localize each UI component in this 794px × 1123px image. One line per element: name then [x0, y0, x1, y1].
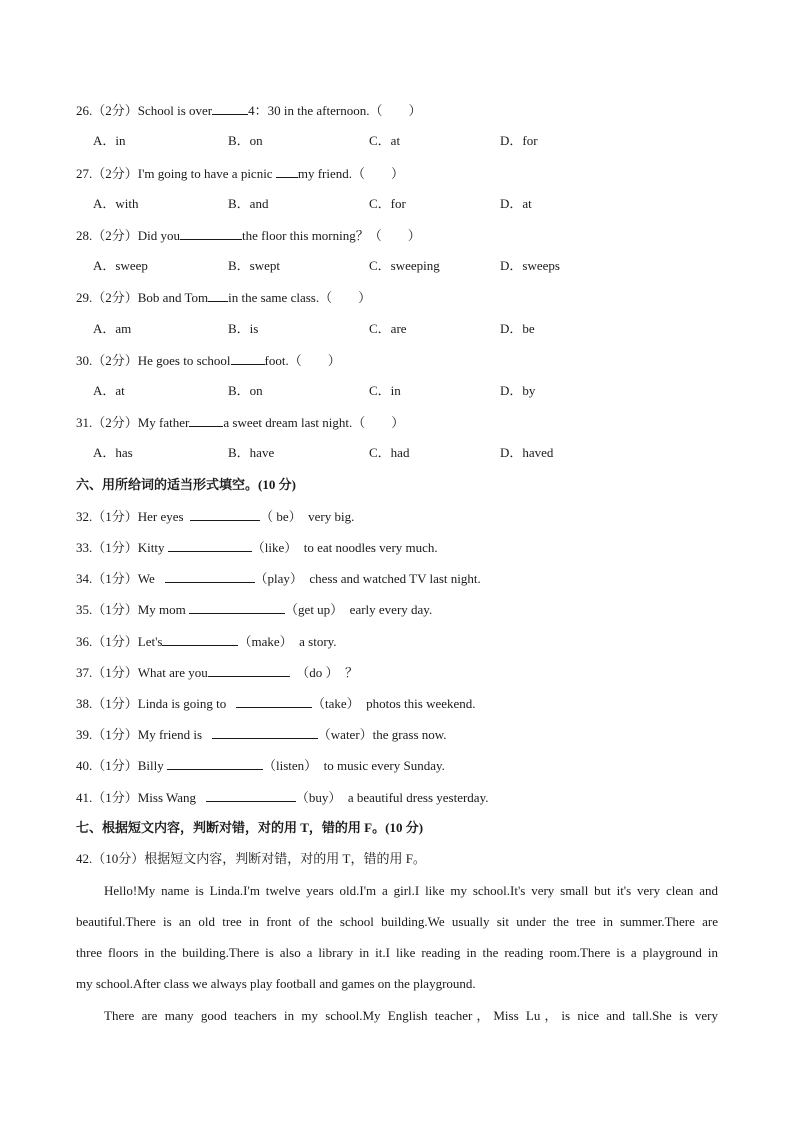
- option-c[interactable]: C．sweeping: [369, 258, 440, 273]
- answer-blank[interactable]: [206, 788, 296, 802]
- question-35: 35.（1分）My mom （get up） early every day.: [76, 602, 433, 617]
- passage-line: There are many good teachers in my school.My English teacher，Miss Lu，is nice and tall.She is very: [104, 1008, 718, 1023]
- passage-line: my school.After class we always play football and games on the playground.: [76, 976, 476, 991]
- option-a[interactable]: A．with: [93, 196, 139, 211]
- question-31: 31.（2分）My father a sweet dream last night.（ ）: [76, 415, 405, 430]
- answer-blank[interactable]: [208, 288, 228, 302]
- answer-blank[interactable]: [189, 600, 285, 614]
- option-a[interactable]: A．am: [93, 321, 132, 336]
- question-32: 32.（1分）Her eyes （ be） very big.: [76, 509, 355, 524]
- option-b[interactable]: B．on: [228, 133, 263, 148]
- options-30: [0, 382, 794, 400]
- question-30: 30.（2分）He goes to school foot.（ ）: [76, 353, 341, 368]
- options-26: [0, 132, 794, 150]
- question-34: 34.（1分）We （play） chess and watched TV last night.: [76, 571, 481, 586]
- passage-line: Hello!My name is Linda.I'm twelve years old.I'm a girl.I like my school.It's very small but it's very clean and: [104, 883, 718, 898]
- option-a[interactable]: A．has: [93, 445, 133, 460]
- answer-blank[interactable]: [165, 569, 255, 583]
- question-41: 41.（1分）Miss Wang （buy） a beautiful dress yesterday.: [76, 790, 489, 805]
- answer-blank[interactable]: [180, 226, 242, 240]
- option-b[interactable]: B．swept: [228, 258, 281, 273]
- option-a[interactable]: A．at: [93, 383, 125, 398]
- passage-line: beautiful.There is an old tree in front of the school building.We usually sit under the tree in summer.There are: [76, 914, 718, 929]
- question-26: 26.（2分）School is over 4：30 in the afternoon.（ ）: [76, 103, 422, 118]
- option-b[interactable]: B．have: [228, 445, 275, 460]
- option-d[interactable]: D．sweeps: [500, 258, 560, 273]
- option-a[interactable]: A．in: [93, 133, 126, 148]
- option-d[interactable]: D．by: [500, 383, 536, 398]
- section-6-heading: 六、用所给词的适当形式填空。(10 分): [76, 477, 296, 492]
- option-d[interactable]: D．be: [500, 321, 535, 336]
- options-29: [0, 320, 794, 338]
- option-b[interactable]: B．on: [228, 383, 263, 398]
- answer-blank[interactable]: [212, 101, 248, 115]
- passage-line: three floors in the building.There is also a library in it.I like reading in the reading room.There is a playground in: [76, 945, 718, 960]
- question-29: 29.（2分）Bob and Tom in the same class.（ ）: [76, 290, 372, 305]
- answer-blank[interactable]: [190, 507, 260, 521]
- option-d[interactable]: D．at: [500, 196, 532, 211]
- question-37: 37.（1分）What are you （do ） ？: [76, 665, 359, 680]
- option-c[interactable]: C．at: [369, 133, 401, 148]
- answer-blank[interactable]: [208, 663, 290, 677]
- answer-blank[interactable]: [168, 538, 252, 552]
- answer-blank[interactable]: [231, 351, 265, 365]
- option-b[interactable]: B．is: [228, 321, 259, 336]
- option-a[interactable]: A．sweep: [93, 258, 148, 273]
- section-7-heading: 七、根据短文内容，判断对错，对的用 T，错的用 F。(10 分): [76, 820, 424, 835]
- option-d[interactable]: D．for: [500, 133, 538, 148]
- answer-blank[interactable]: [167, 756, 263, 770]
- options-31: [0, 444, 794, 462]
- answer-blank[interactable]: [189, 413, 223, 427]
- option-c[interactable]: C．for: [369, 196, 406, 211]
- option-c[interactable]: C．had: [369, 445, 410, 460]
- question-42: 42.（10分）根据短文内容，判断对错，对的用 T，错的用 F。: [76, 851, 426, 866]
- answer-blank[interactable]: [162, 632, 238, 646]
- option-b[interactable]: B．and: [228, 196, 269, 211]
- answer-blank[interactable]: [212, 725, 318, 739]
- question-36: 36.（1分）Let's （make） a story.: [76, 634, 337, 649]
- options-28: [0, 257, 794, 275]
- question-27: 27.（2分）I'm going to have a picnic my friend.（ ）: [76, 166, 404, 181]
- question-40: 40.（1分）Billy （listen） to music every Sunday.: [76, 758, 445, 773]
- options-27: [0, 195, 794, 213]
- answer-blank[interactable]: [276, 164, 298, 178]
- question-28: 28.（2分）Did you the floor this morning？（ ）: [76, 228, 421, 243]
- option-c[interactable]: C．in: [369, 383, 401, 398]
- question-33: 33.（1分）Kitty （like） to eat noodles very much.: [76, 540, 438, 555]
- option-d[interactable]: D．haved: [500, 445, 554, 460]
- answer-blank[interactable]: [236, 694, 312, 708]
- option-c[interactable]: C．are: [369, 321, 407, 336]
- question-39: 39.（1分）My friend is （water）the grass now.: [76, 727, 447, 742]
- question-38: 38.（1分）Linda is going to （take） photos this weekend.: [76, 696, 476, 711]
